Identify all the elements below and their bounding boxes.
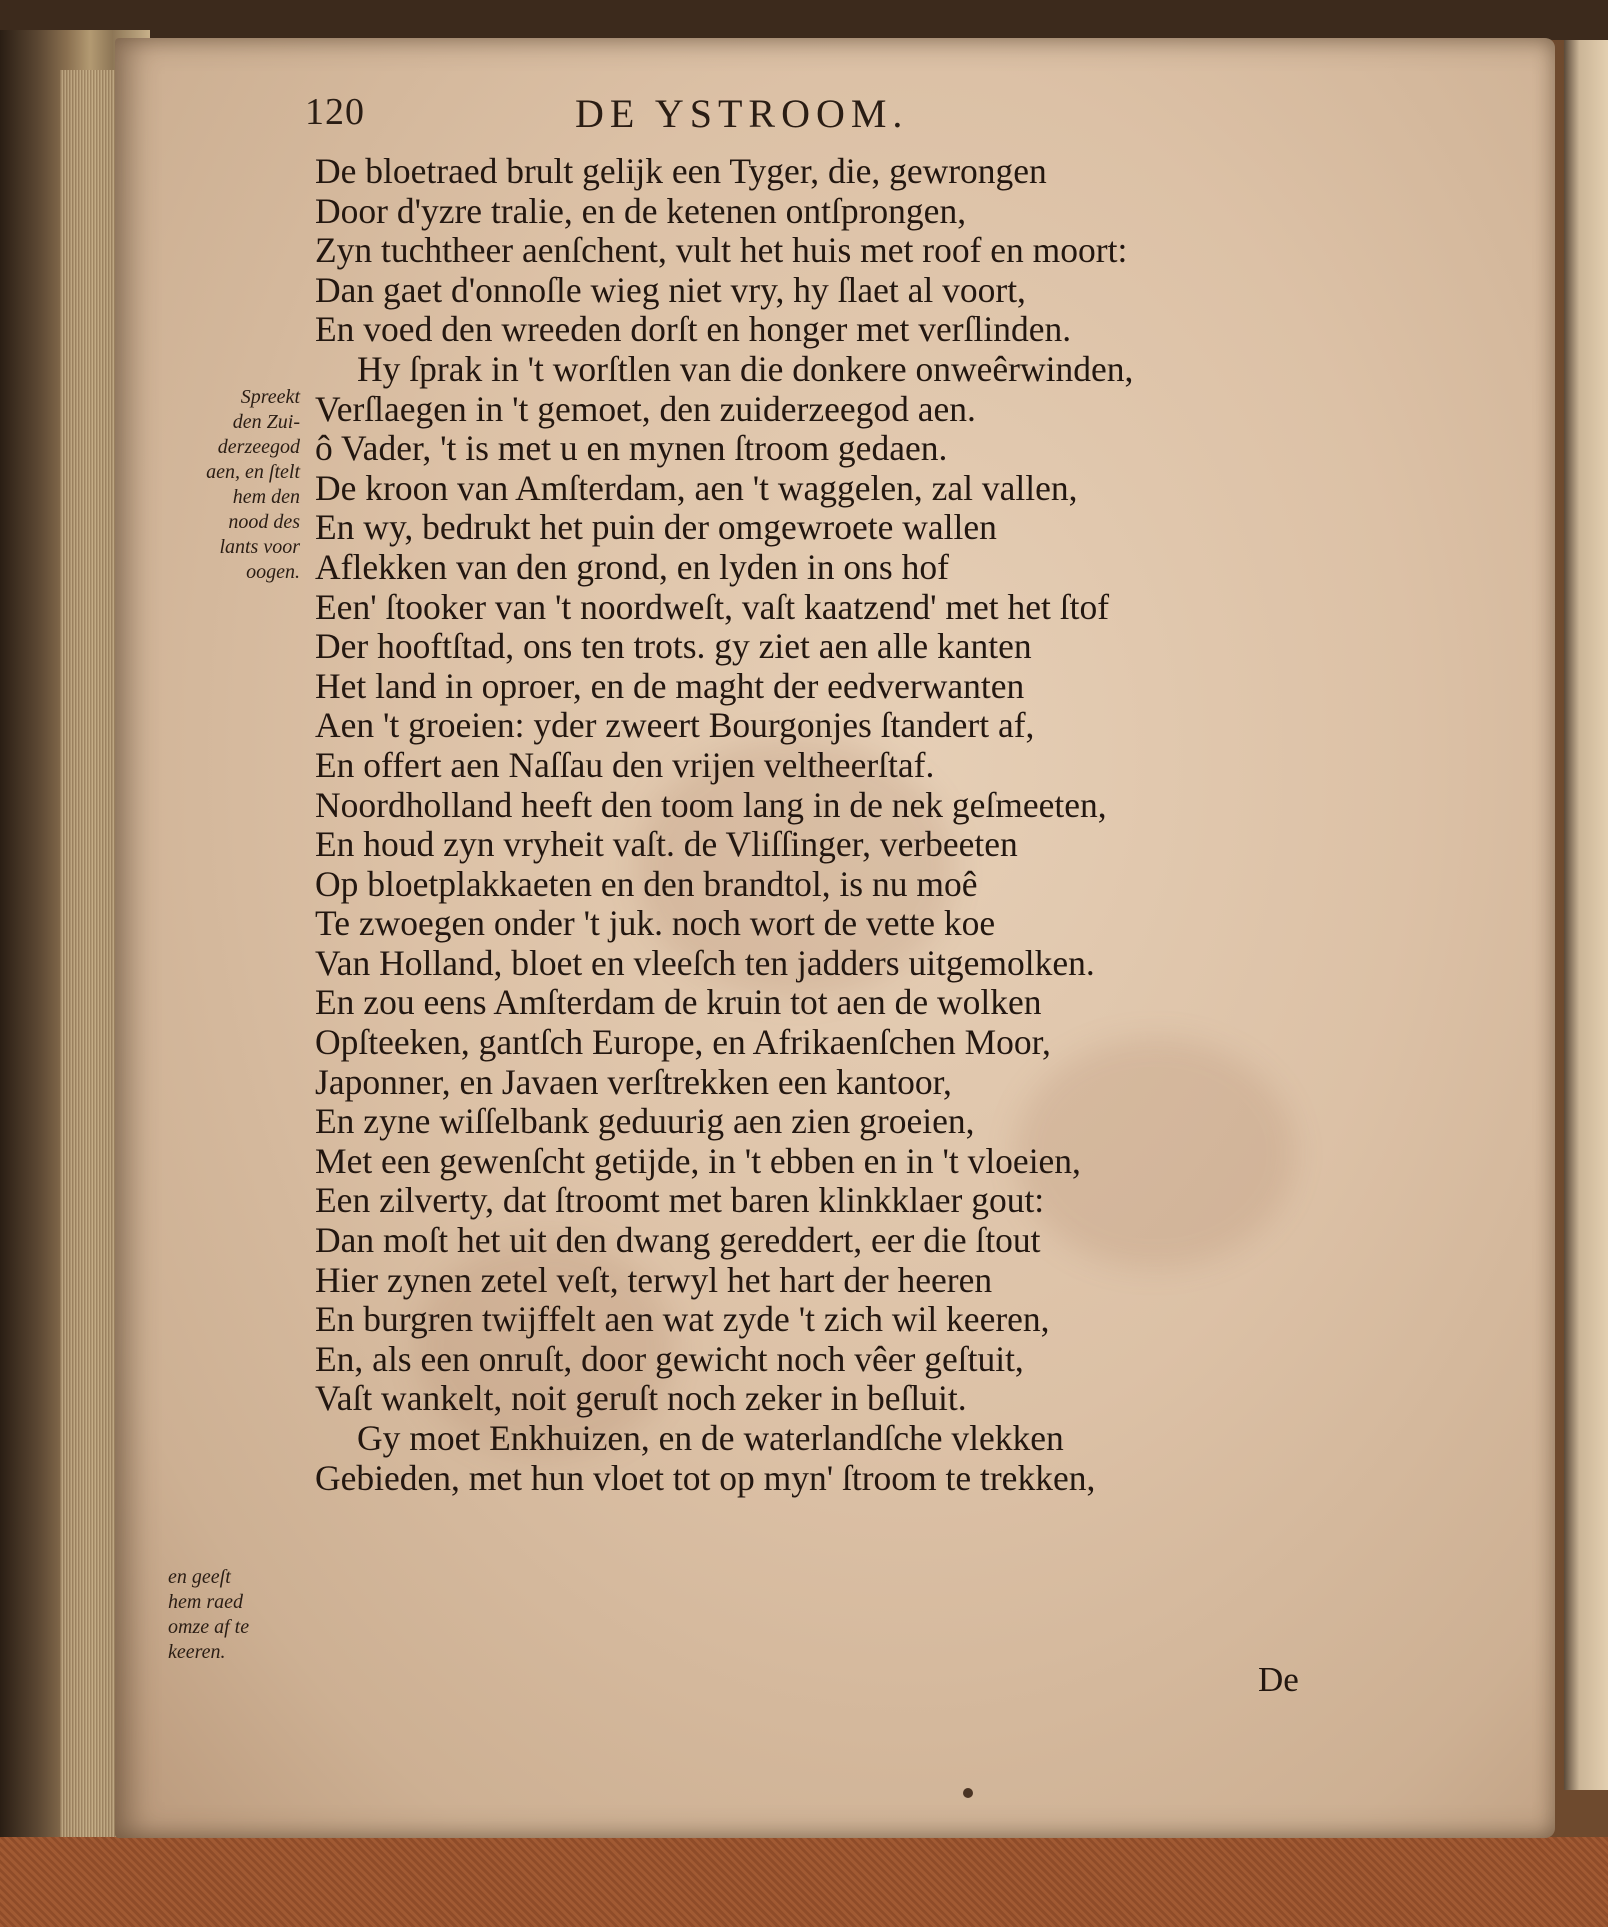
- verse-line: Gebieden, met hun vloet tot op myn' ſtroom te trekken,: [315, 1457, 1096, 1498]
- verse-body: [315, 152, 1435, 1498]
- verse-line: En offert aen Naſſau den vrijen veltheerſtaf.: [315, 744, 935, 785]
- running-head: [305, 90, 1205, 150]
- page-number: 120: [305, 91, 365, 133]
- verse-line: Opſteeken, gantſch Europe, en Afrikaenſchen Moor,: [315, 1022, 1051, 1063]
- verse-line: Op bloetplakkaeten en den brandtol, is nu moê: [315, 863, 978, 904]
- verse-line: Het land in oproer, en de maght der eedverwanten: [315, 665, 1025, 706]
- margin-note-line: nood des: [228, 511, 300, 533]
- verse-line: Gy moet Enkhuizen, en de waterlandſche vlekken: [357, 1418, 1064, 1458]
- margin-note-line: lants voor: [219, 536, 300, 558]
- page-edge-lines: [60, 70, 120, 1840]
- verse-line: Aflekken van den grond, en lyden in ons hof: [315, 546, 949, 587]
- verse-line: Een' ſtooker van 't noordweſt, vaſt kaatzend' met het ſtof: [315, 586, 1110, 627]
- margin-note-line: derzeegod: [217, 436, 300, 458]
- verse-line: Vaſt wankelt, noit geruſt noch zeker in beſluit.: [315, 1378, 967, 1419]
- verse-line: En wy, bedrukt het puin der omgewroete wallen: [315, 507, 997, 548]
- margin-note-line: en geeſt: [168, 1566, 231, 1588]
- margin-note-line: Spreekt: [240, 386, 300, 408]
- background-top: [0, 0, 1608, 40]
- margin-note-1: [160, 385, 300, 585]
- margin-note-line: hem raed: [168, 1591, 243, 1613]
- verse-line: En voed den wreeden dorſt en honger met verſlinden.: [315, 309, 1072, 350]
- verse-line: Dan gaet d'onnoſle wieg niet vry, hy ſlaet al voort,: [315, 269, 1026, 310]
- margin-note-line: den Zui-: [232, 411, 300, 433]
- verse-line: ô Vader, 't is met u en mynen ſtroom gedaen.: [315, 428, 948, 469]
- verse-line: De bloetraed brult gelijk een Tyger, die, gewrongen: [315, 151, 1047, 191]
- verse-line: Noordholland heeft den toom lang in de nek geſmeeten,: [315, 784, 1107, 825]
- table-cloth: [0, 1837, 1608, 1927]
- verse-line: En burgren twijffelt aen wat zyde 't zich wil keeren,: [315, 1299, 1050, 1340]
- verse-line: Hy ſprak in 't worſtlen van die donkere onweêrwinden,: [357, 348, 1134, 389]
- verse-line: Zyn tuchtheer aenſchent, vult het huis met roof en moort:: [315, 230, 1128, 271]
- verse-line: En zou eens Amſterdam de kruin tot aen de wolken: [315, 982, 1042, 1023]
- verse-line: Door d'yzre tralie, en de ketenen ontſprongen,: [315, 190, 967, 231]
- verse-line: En houd zyn vryheit vaſt. de Vliſſinger, verbeeten: [315, 824, 1018, 865]
- verse-line: Hier zynen zetel veſt, terwyl het hart der heeren: [315, 1259, 993, 1300]
- margin-note-2: [168, 1565, 308, 1665]
- margin-note-line: aen, en ſtelt: [206, 461, 300, 483]
- verse-line: Japonner, en Javaen verſtrekken een kantoor,: [315, 1061, 952, 1102]
- margin-note-line: hem den: [232, 486, 300, 508]
- verse-line: En zyne wiſſelbank geduurig aen zien groeien,: [315, 1101, 975, 1142]
- facing-page-edge: [1564, 40, 1608, 1790]
- running-title: DE YSTROOM.: [575, 91, 909, 136]
- verse-line: De kroon van Amſterdam, aen 't waggelen, zal vallen,: [315, 467, 1078, 508]
- verse-line: Een zilverty, dat ſtroomt met baren klinkklaer gout:: [315, 1180, 1045, 1221]
- verse-line: Met een gewenſcht getijde, in 't ebben en in 't vloeien,: [315, 1140, 1081, 1181]
- verse-line: Te zwoegen onder 't juk. noch wort de vette koe: [315, 903, 996, 944]
- ink-dot: [963, 1788, 973, 1798]
- verse-line: En, als een onruſt, door gewicht noch vêer geſtuit,: [315, 1338, 1024, 1379]
- verse-line: Dan moſt het uit den dwang gereddert, eer die ſtout: [315, 1220, 1041, 1261]
- verse-line: Verſlaegen in 't gemoet, den zuiderzeegod aen.: [315, 388, 976, 429]
- margin-note-line: keeren.: [168, 1641, 226, 1663]
- margin-note-line: omze af te: [168, 1616, 250, 1638]
- catchword: De: [1258, 1660, 1299, 1699]
- verse-line: Aen 't groeien: yder zweert Bourgonjes ſtandert af,: [315, 705, 1035, 746]
- verse-line: Der hooftſtad, ons ten trots. gy ziet aen alle kanten: [315, 626, 1032, 667]
- verse-line: Van Holland, bloet en vleeſch ten jadders uitgemolken.: [315, 942, 1095, 983]
- margin-note-line: oogen.: [246, 561, 300, 583]
